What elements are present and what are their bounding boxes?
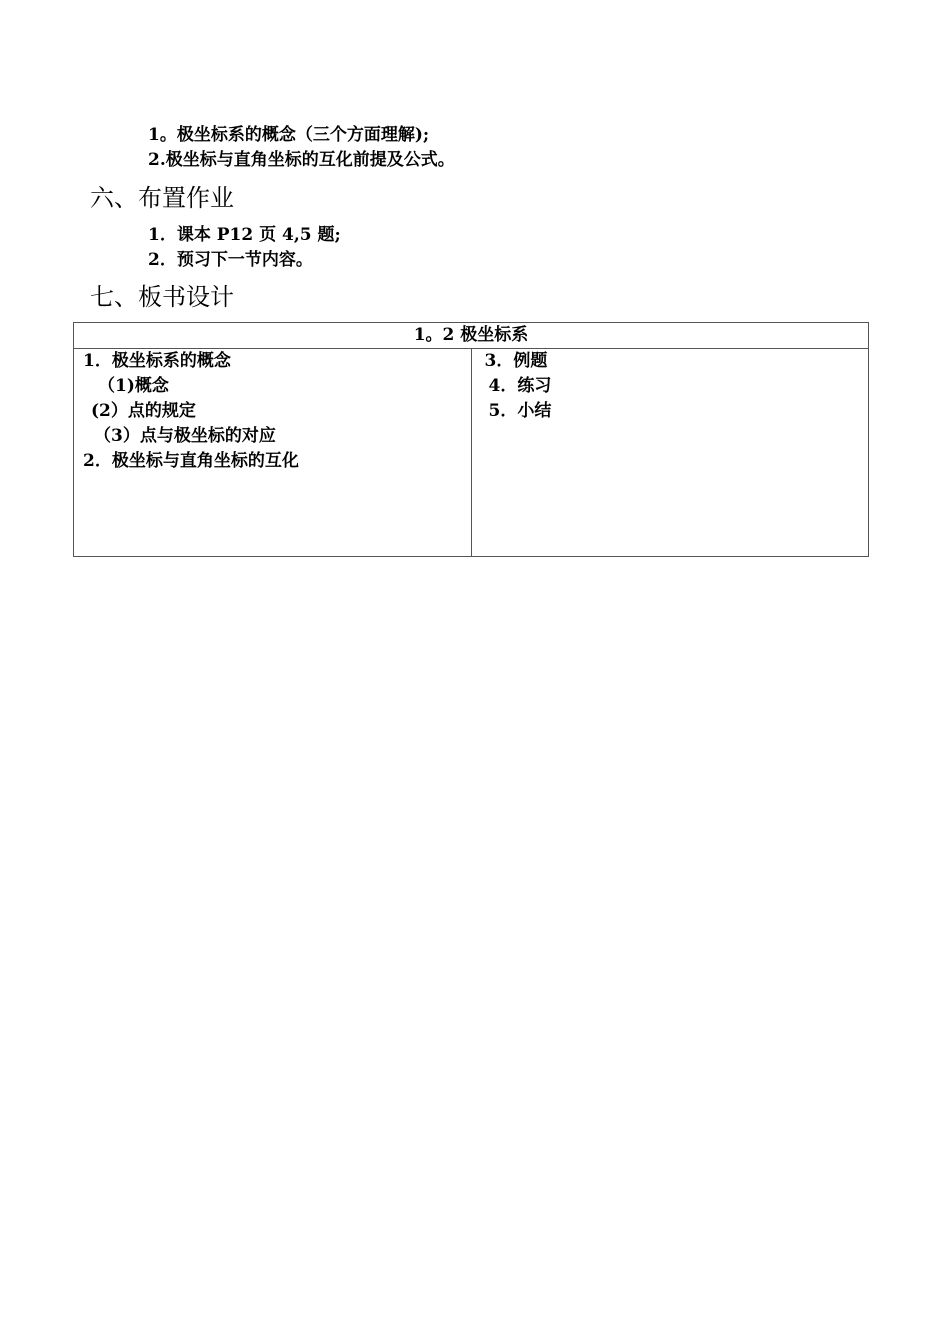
summary-item-1: 1。极坐标系的概念（三个方面理解); bbox=[148, 125, 430, 145]
board-right-cell bbox=[471, 349, 869, 557]
board-right-item: 4．练习 bbox=[488, 376, 552, 396]
homework-item-2: 2．预习下一节内容。 bbox=[148, 250, 313, 270]
board-title: 1。2 极坐标系 bbox=[74, 323, 869, 349]
board-left-item: 1．极坐标系的概念 bbox=[83, 351, 231, 371]
board-left-item: 2．极坐标与直角坐标的互化 bbox=[83, 451, 299, 471]
board-right-item: 3．例题 bbox=[484, 351, 548, 371]
board-left-cell bbox=[74, 349, 472, 557]
board-left-item: （1)概念 bbox=[98, 376, 169, 396]
board-left-item: (2）点的规定 bbox=[91, 401, 196, 421]
board-design-heading: 七、板书设计 bbox=[90, 283, 234, 311]
summary-item-2: 2.极坐标与直角坐标的互化前提及公式。 bbox=[148, 150, 455, 170]
homework-item-1: 1．课本 P12 页 4,5 题; bbox=[148, 225, 341, 245]
homework-heading: 六、布置作业 bbox=[90, 184, 234, 212]
board-right-item: 5．小结 bbox=[488, 401, 552, 421]
board-left-item: （3）点与极坐标的对应 bbox=[94, 426, 276, 446]
board-design-table bbox=[73, 322, 869, 557]
